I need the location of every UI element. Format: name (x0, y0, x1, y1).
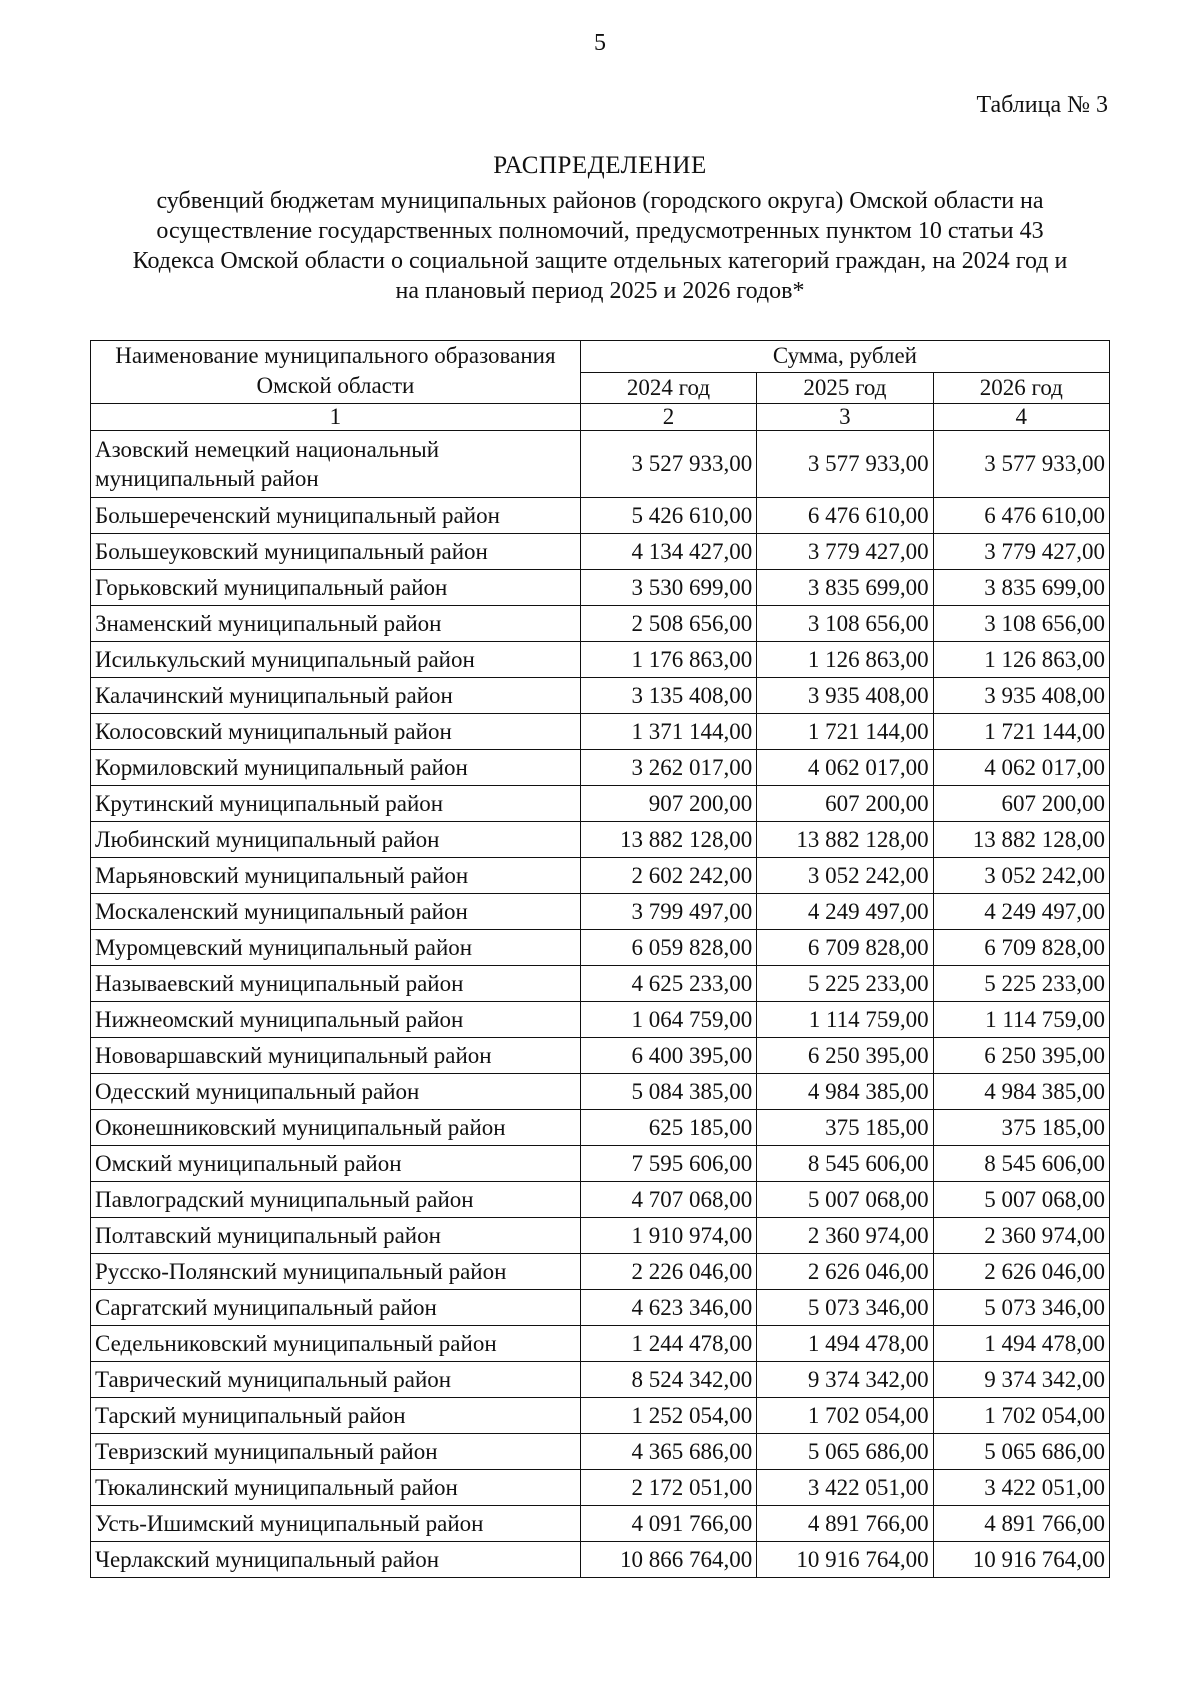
municipality-name-cell: Москаленский муниципальный район (91, 894, 581, 930)
municipality-name-cell: Тюкалинский муниципальный район (91, 1470, 581, 1506)
amount-2024-cell: 4 707 068,00 (580, 1182, 756, 1218)
amount-2024-cell: 6 400 395,00 (580, 1038, 756, 1074)
municipality-name-cell: Любинский муниципальный район (91, 822, 581, 858)
table-row (91, 786, 1110, 822)
amount-2025-cell: 1 702 054,00 (757, 1398, 933, 1434)
table-row (91, 1506, 1110, 1542)
amount-2024-cell: 1 910 974,00 (580, 1218, 756, 1254)
municipality-name-cell: Исилькульский муниципальный район (91, 642, 581, 678)
amount-2025-cell: 1 494 478,00 (757, 1326, 933, 1362)
amount-2025-cell: 2 626 046,00 (757, 1254, 933, 1290)
municipality-name-cell: Знаменский муниципальный район (91, 606, 581, 642)
amount-2024-cell: 3 262 017,00 (580, 750, 756, 786)
column-number: 2 (580, 404, 756, 431)
amount-2026-cell: 3 935 408,00 (933, 678, 1109, 714)
amount-2026-cell: 2 626 046,00 (933, 1254, 1109, 1290)
amount-2026-cell: 375 185,00 (933, 1110, 1109, 1146)
amount-2025-cell: 6 476 610,00 (757, 498, 933, 534)
amount-2024-cell: 1 371 144,00 (580, 714, 756, 750)
municipality-name-cell: Калачинский муниципальный район (91, 678, 581, 714)
amount-2025-cell: 3 779 427,00 (757, 534, 933, 570)
table-row (91, 894, 1110, 930)
amount-2025-cell: 4 891 766,00 (757, 1506, 933, 1542)
amount-2025-cell: 3 577 933,00 (757, 431, 933, 498)
municipality-name-cell: Большеуковский муниципальный район (91, 534, 581, 570)
amount-2026-cell: 3 835 699,00 (933, 570, 1109, 606)
municipality-name-cell: Горьковский муниципальный район (91, 570, 581, 606)
amount-2025-cell: 1 721 144,00 (757, 714, 933, 750)
table-row (91, 1326, 1110, 1362)
municipality-name-cell: Тарский муниципальный район (91, 1398, 581, 1434)
amount-2025-cell: 5 225 233,00 (757, 966, 933, 1002)
amount-2026-cell: 4 249 497,00 (933, 894, 1109, 930)
amount-2026-cell: 5 007 068,00 (933, 1182, 1109, 1218)
amount-2025-cell: 3 835 699,00 (757, 570, 933, 606)
header-sum: Сумма, рублей (580, 341, 1109, 373)
table-body (91, 431, 1110, 1578)
amount-2026-cell: 6 709 828,00 (933, 930, 1109, 966)
table-row (91, 1542, 1110, 1578)
table-row (91, 1362, 1110, 1398)
amount-2024-cell: 1 064 759,00 (580, 1002, 756, 1038)
amount-2025-cell: 13 882 128,00 (757, 822, 933, 858)
table-row (91, 1470, 1110, 1506)
amount-2026-cell: 5 073 346,00 (933, 1290, 1109, 1326)
municipality-name-cell: Таврический муниципальный район (91, 1362, 581, 1398)
table-row (91, 1182, 1110, 1218)
amount-2026-cell: 3 108 656,00 (933, 606, 1109, 642)
column-number-row (91, 404, 1110, 431)
amount-2026-cell: 8 545 606,00 (933, 1146, 1109, 1182)
column-number: 3 (757, 404, 933, 431)
document-title: РАСПРЕДЕЛЕНИЕ (493, 152, 707, 179)
column-number: 4 (933, 404, 1109, 431)
municipality-name-cell: Омский муниципальный район (91, 1146, 581, 1182)
amount-2024-cell: 7 595 606,00 (580, 1146, 756, 1182)
municipality-name-cell: Саргатский муниципальный район (91, 1290, 581, 1326)
municipality-name-cell: Крутинский муниципальный район (91, 786, 581, 822)
header-row (91, 341, 1110, 373)
municipality-name-cell: Тевризский муниципальный район (91, 1434, 581, 1470)
amount-2024-cell: 4 134 427,00 (580, 534, 756, 570)
amount-2024-cell: 5 084 385,00 (580, 1074, 756, 1110)
municipality-name-cell: Кормиловский муниципальный район (91, 750, 581, 786)
header-year-2026: 2026 год (933, 372, 1109, 404)
amount-2024-cell: 5 426 610,00 (580, 498, 756, 534)
amount-2026-cell: 3 577 933,00 (933, 431, 1109, 498)
document-subtitle: субвенций бюджетам муниципальных районов (городского округа) Омской области на осуществление государственных полномочий, предусмотренных пунктом 10 статьи 43 Кодекса Омской области о социальной защите отдельных категорий граждан, на 2024 год и на плановый период 2025 и 2026 годов* (132, 188, 1068, 304)
table-row (91, 858, 1110, 894)
amount-2024-cell: 2 226 046,00 (580, 1254, 756, 1290)
municipality-name-cell: Марьяновский муниципальный район (91, 858, 581, 894)
header-year-2025: 2025 год (757, 372, 933, 404)
amount-2024-cell: 4 623 346,00 (580, 1290, 756, 1326)
amount-2025-cell: 5 007 068,00 (757, 1182, 933, 1218)
amount-2024-cell: 907 200,00 (580, 786, 756, 822)
amount-2025-cell: 3 422 051,00 (757, 1470, 933, 1506)
amount-2026-cell: 1 114 759,00 (933, 1002, 1109, 1038)
amount-2024-cell: 4 091 766,00 (580, 1506, 756, 1542)
amount-2025-cell: 9 374 342,00 (757, 1362, 933, 1398)
amount-2024-cell: 3 799 497,00 (580, 894, 756, 930)
amount-2026-cell: 4 891 766,00 (933, 1506, 1109, 1542)
amount-2025-cell: 4 249 497,00 (757, 894, 933, 930)
amount-2026-cell: 1 126 863,00 (933, 642, 1109, 678)
amount-2026-cell: 1 721 144,00 (933, 714, 1109, 750)
table-row (91, 1254, 1110, 1290)
amount-2024-cell: 13 882 128,00 (580, 822, 756, 858)
table-row (91, 1434, 1110, 1470)
table-row (91, 431, 1110, 498)
amount-2025-cell: 3 108 656,00 (757, 606, 933, 642)
amount-2025-cell: 1 126 863,00 (757, 642, 933, 678)
table-row (91, 1218, 1110, 1254)
municipality-name-cell: Русско-Полянский муниципальный район (91, 1254, 581, 1290)
amount-2025-cell: 5 073 346,00 (757, 1290, 933, 1326)
table-row (91, 1074, 1110, 1110)
amount-2025-cell: 3 935 408,00 (757, 678, 933, 714)
amount-2025-cell: 6 709 828,00 (757, 930, 933, 966)
amount-2026-cell: 3 052 242,00 (933, 858, 1109, 894)
municipality-name-cell: Павлоградский муниципальный район (91, 1182, 581, 1218)
amount-2024-cell: 10 866 764,00 (580, 1542, 756, 1578)
amount-2026-cell: 10 916 764,00 (933, 1542, 1109, 1578)
amount-2024-cell: 6 059 828,00 (580, 930, 756, 966)
amount-2026-cell: 9 374 342,00 (933, 1362, 1109, 1398)
column-number: 1 (91, 404, 581, 431)
amount-2024-cell: 625 185,00 (580, 1110, 756, 1146)
amount-2024-cell: 1 176 863,00 (580, 642, 756, 678)
table-row (91, 750, 1110, 786)
amount-2025-cell: 3 052 242,00 (757, 858, 933, 894)
amount-2024-cell: 1 244 478,00 (580, 1326, 756, 1362)
amount-2025-cell: 2 360 974,00 (757, 1218, 933, 1254)
amount-2026-cell: 6 250 395,00 (933, 1038, 1109, 1074)
table-row (91, 1110, 1110, 1146)
table-row (91, 1038, 1110, 1074)
amount-2024-cell: 1 252 054,00 (580, 1398, 756, 1434)
amount-2025-cell: 607 200,00 (757, 786, 933, 822)
amount-2026-cell: 3 422 051,00 (933, 1470, 1109, 1506)
amount-2024-cell: 2 172 051,00 (580, 1470, 756, 1506)
header-year-2024: 2024 год (580, 372, 756, 404)
municipality-name-cell: Называевский муниципальный район (91, 966, 581, 1002)
table-row (91, 642, 1110, 678)
table-row (91, 534, 1110, 570)
table-row (91, 678, 1110, 714)
table-row (91, 1146, 1110, 1182)
amount-2025-cell: 8 545 606,00 (757, 1146, 933, 1182)
table-row (91, 570, 1110, 606)
amount-2026-cell: 4 984 385,00 (933, 1074, 1109, 1110)
amount-2024-cell: 3 135 408,00 (580, 678, 756, 714)
amount-2026-cell: 1 494 478,00 (933, 1326, 1109, 1362)
table-row (91, 930, 1110, 966)
table-row (91, 1002, 1110, 1038)
distribution-table (90, 340, 1110, 1578)
amount-2025-cell: 4 984 385,00 (757, 1074, 933, 1110)
amount-2024-cell: 4 365 686,00 (580, 1434, 756, 1470)
municipality-name-cell: Усть-Ишимский муниципальный район (91, 1506, 581, 1542)
municipality-name-cell: Азовский немецкий национальный муниципальный район (91, 431, 581, 498)
amount-2025-cell: 6 250 395,00 (757, 1038, 933, 1074)
municipality-name-cell: Нижнеомский муниципальный район (91, 1002, 581, 1038)
amount-2026-cell: 2 360 974,00 (933, 1218, 1109, 1254)
municipality-name-cell: Седельниковский муниципальный район (91, 1326, 581, 1362)
municipality-name-cell: Нововаршавский муниципальный район (91, 1038, 581, 1074)
amount-2024-cell: 3 527 933,00 (580, 431, 756, 498)
amount-2026-cell: 13 882 128,00 (933, 822, 1109, 858)
amount-2026-cell: 5 225 233,00 (933, 966, 1109, 1002)
municipality-name-cell: Большереченский муниципальный район (91, 498, 581, 534)
amount-2025-cell: 5 065 686,00 (757, 1434, 933, 1470)
municipality-name-cell: Полтавский муниципальный район (91, 1218, 581, 1254)
amount-2024-cell: 2 508 656,00 (580, 606, 756, 642)
amount-2026-cell: 4 062 017,00 (933, 750, 1109, 786)
header-municipality: Наименование муниципального образования Омской области (91, 341, 581, 404)
table-label: Таблица № 3 (976, 92, 1108, 118)
amount-2026-cell: 3 779 427,00 (933, 534, 1109, 570)
table-row (91, 966, 1110, 1002)
municipality-name-cell: Одесский муниципальный район (91, 1074, 581, 1110)
amount-2024-cell: 4 625 233,00 (580, 966, 756, 1002)
amount-2025-cell: 4 062 017,00 (757, 750, 933, 786)
page-number: 5 (594, 30, 606, 56)
amount-2024-cell: 8 524 342,00 (580, 1362, 756, 1398)
amount-2025-cell: 10 916 764,00 (757, 1542, 933, 1578)
table-row (91, 1398, 1110, 1434)
amount-2025-cell: 1 114 759,00 (757, 1002, 933, 1038)
table-row (91, 606, 1110, 642)
amount-2024-cell: 2 602 242,00 (580, 858, 756, 894)
amount-2025-cell: 375 185,00 (757, 1110, 933, 1146)
municipality-name-cell: Колосовский муниципальный район (91, 714, 581, 750)
table-row (91, 822, 1110, 858)
table-row (91, 714, 1110, 750)
amount-2026-cell: 1 702 054,00 (933, 1398, 1109, 1434)
municipality-name-cell: Муромцевский муниципальный район (91, 930, 581, 966)
amount-2026-cell: 5 065 686,00 (933, 1434, 1109, 1470)
table-row (91, 1290, 1110, 1326)
table-row (91, 498, 1110, 534)
amount-2024-cell: 3 530 699,00 (580, 570, 756, 606)
municipality-name-cell: Черлакский муниципальный район (91, 1542, 581, 1578)
amount-2026-cell: 607 200,00 (933, 786, 1109, 822)
municipality-name-cell: Оконешниковский муниципальный район (91, 1110, 581, 1146)
amount-2026-cell: 6 476 610,00 (933, 498, 1109, 534)
